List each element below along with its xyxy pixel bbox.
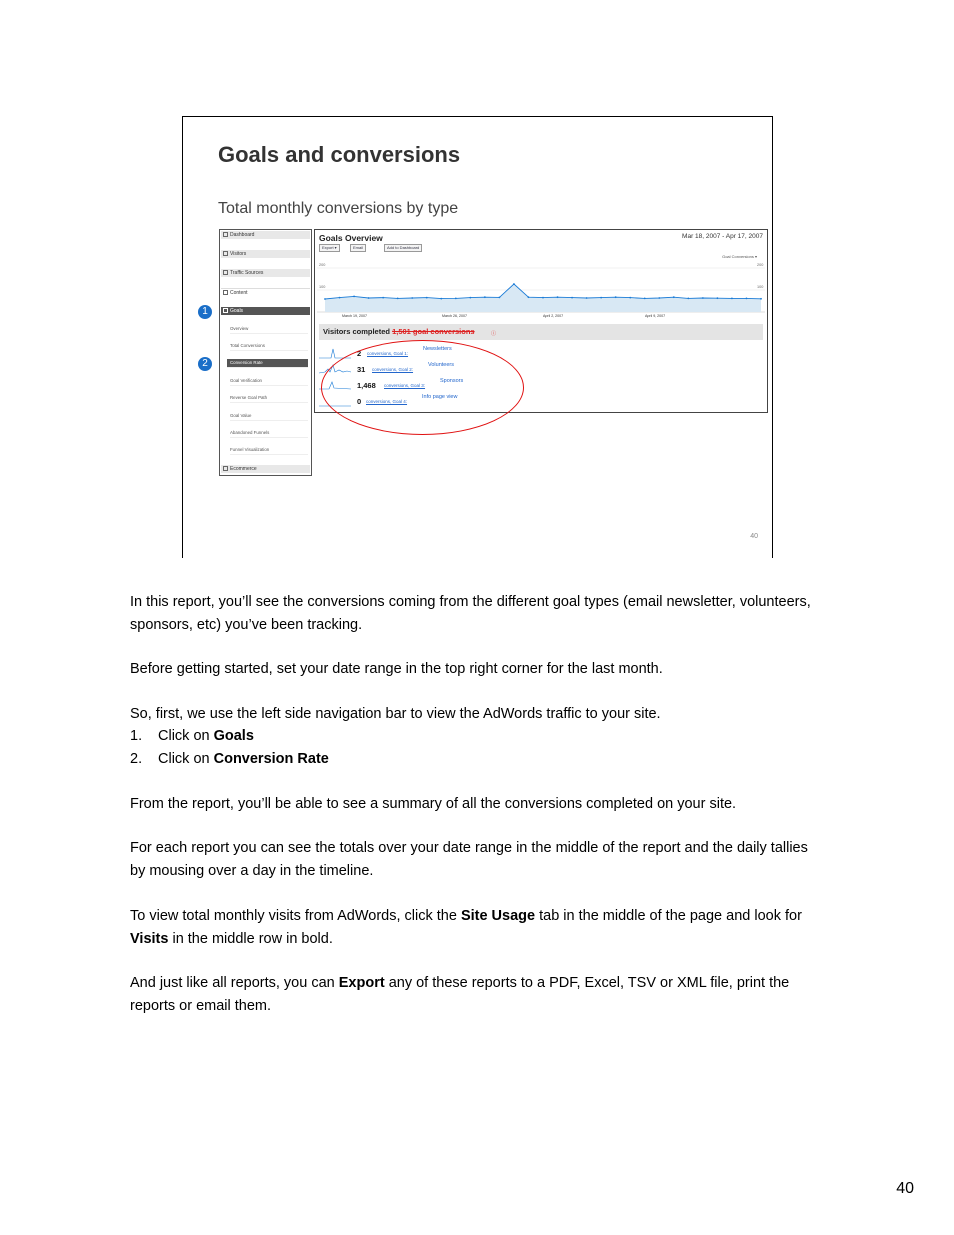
data-point[interactable] [339,297,341,299]
nav-sub-conversion-rate[interactable]: Conversion Rate [227,359,308,368]
goal-name[interactable]: Info page view [422,394,458,400]
conversions-line-chart[interactable] [317,260,765,320]
data-point[interactable] [397,298,399,300]
data-point[interactable] [673,296,675,298]
nav-label: Content [230,290,248,296]
nav-item-visitors[interactable] [221,250,310,258]
step-marker-2: 2 [198,357,212,371]
nav-sub-reverse-goal-path[interactable]: Reverse Goal Path [230,394,308,403]
y-tick-right: 200 [757,263,764,267]
export-button[interactable]: Export ▾ [319,244,340,252]
nav-label: Ecommerce [230,466,257,472]
panel-title: Goals Overview [319,233,383,243]
nav-label: Traffic Sources [230,270,264,276]
data-point[interactable] [717,297,719,299]
goal-label[interactable]: conversions, Goal 4: [366,399,408,404]
data-point[interactable] [542,297,544,299]
goal-value: 31 [357,365,366,374]
data-point[interactable] [513,283,515,285]
data-point[interactable] [644,298,646,300]
data-point[interactable] [731,298,733,300]
data-point[interactable] [484,296,486,298]
text-run: To view total monthly visits from AdWords, click the [130,908,461,924]
goal-name[interactable]: Volunteers [428,362,454,368]
data-point[interactable] [746,298,748,300]
data-point[interactable] [615,296,617,298]
data-point[interactable] [411,297,413,299]
goal-name[interactable]: Newsletters [423,346,452,352]
flag-icon [223,308,228,313]
slide-page-number: 40 [750,533,758,540]
nav-item-traffic-sources[interactable] [221,269,310,277]
data-point[interactable] [455,298,457,300]
goal-name[interactable]: Sponsors [440,378,464,384]
goal-conversions-dropdown[interactable]: Goal Conversions ▾ [722,254,757,259]
data-point[interactable] [760,298,762,300]
nav-item-dashboard[interactable] [221,231,310,239]
nav-sub-goal-verification[interactable]: Goal Verification [230,377,308,386]
data-point[interactable] [629,297,631,299]
goal-value: 2 [357,349,362,358]
analytics-sidebar [219,229,312,476]
list-bold: Goals [213,728,254,744]
slide-title: Goals and conversions [218,142,461,167]
paragraph-intro: In this report, you’ll see the conversions coming from the different goal types (email newsletter, volunteers, sponsors, etc) you’ve been tracking. [130,594,811,633]
data-point[interactable] [586,297,588,299]
paragraph-date-range: Before getting started, set your date range in the top right corner for the last month. [130,661,663,677]
data-point[interactable] [353,296,355,298]
data-point[interactable] [440,298,442,300]
goal-label[interactable]: conversions, Goal 3: [384,383,426,388]
text-bold: Visits [130,930,169,947]
cart-icon [223,466,228,471]
data-point[interactable] [469,297,471,299]
list-number: 2. [130,751,143,767]
y-tick-left: 100 [319,285,326,289]
data-point[interactable] [571,297,573,299]
x-tick-label: April 2, 2007 [543,314,564,318]
paragraph-nav: So, first, we use the left side navigation bar to view the AdWords traffic to your site. [130,706,661,722]
list-prefix: Click on [158,728,214,744]
person-icon [223,251,228,256]
y-tick-right: 100 [757,285,764,289]
nav-sub-total-conversions[interactable]: Total Conversions [230,342,308,351]
traffic-icon [223,270,228,275]
text-bold: Site Usage [460,908,536,924]
nav-sub-overview[interactable]: Overview [230,325,308,334]
date-range-picker[interactable]: Mar 18, 2007 - Apr 17, 2007 [682,233,763,240]
paragraph-summary: From the report, you’ll be able to see a summary of all the conversions completed on your site. [130,796,737,812]
text-run: in the middle row in bold. [168,930,333,947]
nav-sub-goal-value[interactable]: Goal Value [230,412,308,421]
y-tick-left: 200 [319,263,326,267]
list-bold: Conversion Rate [213,751,329,767]
slide-image [182,116,773,558]
summary-text [323,327,475,336]
goal-label[interactable]: conversions, Goal 1: [367,351,409,356]
text-run: any of these reports to a PDF, Excel, TSV or XML file, print the reports or email them. [130,975,790,1014]
data-point[interactable] [658,297,660,299]
step-marker-1: 1 [198,305,212,319]
text-run: And just like all reports, you can [130,975,339,991]
page-number: 40 [896,1180,914,1197]
nav-item-content[interactable] [221,288,310,296]
goal-value: 0 [357,397,362,406]
email-button[interactable]: Email [350,244,366,252]
grid-icon [223,232,228,237]
text-run: tab in the middle of the page and look for [535,908,802,924]
summary-bar [319,324,763,340]
list-item [130,725,820,748]
x-tick-label: March 26, 2007 [442,314,467,318]
data-point[interactable] [382,297,384,299]
data-point[interactable] [702,297,704,299]
data-point[interactable] [426,297,428,299]
paragraph-totals: For each report you can see the totals over your date range in the middle of the report and the daily tallies by mousing over a day in the timeline. [130,840,808,879]
nav-item-ecommerce[interactable] [221,465,310,473]
nav-sub-funnel-visualization[interactable]: Funnel Visualization [230,446,308,455]
add-to-dashboard-button[interactable]: Add to Dashboard [384,244,422,252]
list-item [130,748,820,771]
info-icon: ⓘ [491,331,497,337]
nav-label: Visitors [230,251,247,257]
nav-label: Goals [230,308,244,314]
data-point[interactable] [368,297,370,299]
paragraph-site-usage [130,905,820,950]
data-point[interactable] [557,296,559,298]
slide-subtitle: Total monthly conversions by type [218,200,459,217]
text-bold: Export [338,975,385,991]
page-icon [223,290,228,295]
highlight-ellipse [321,340,524,435]
data-point[interactable] [600,297,602,299]
goal-value: 1,468 [357,381,376,390]
nav-sub-abandoned-funnels[interactable]: Abandoned Funnels [230,429,308,438]
data-point[interactable] [528,296,530,298]
data-point[interactable] [499,297,501,299]
list-prefix: Click on [158,751,214,767]
goal-label[interactable]: conversions, Goal 2: [372,367,414,372]
nav-label: Dashboard [230,232,255,238]
x-tick-label: March 19, 2007 [342,314,367,318]
list-number: 1. [130,728,143,744]
paragraph-export [130,972,820,1017]
summary-prefix: Visitors completed [323,327,390,336]
x-tick-label: April 9, 2007 [645,314,666,318]
data-point[interactable] [324,298,326,300]
summary-total: 1,501 goal conversions [392,327,475,336]
nav-item-goals[interactable] [221,307,310,315]
data-point[interactable] [687,298,689,300]
